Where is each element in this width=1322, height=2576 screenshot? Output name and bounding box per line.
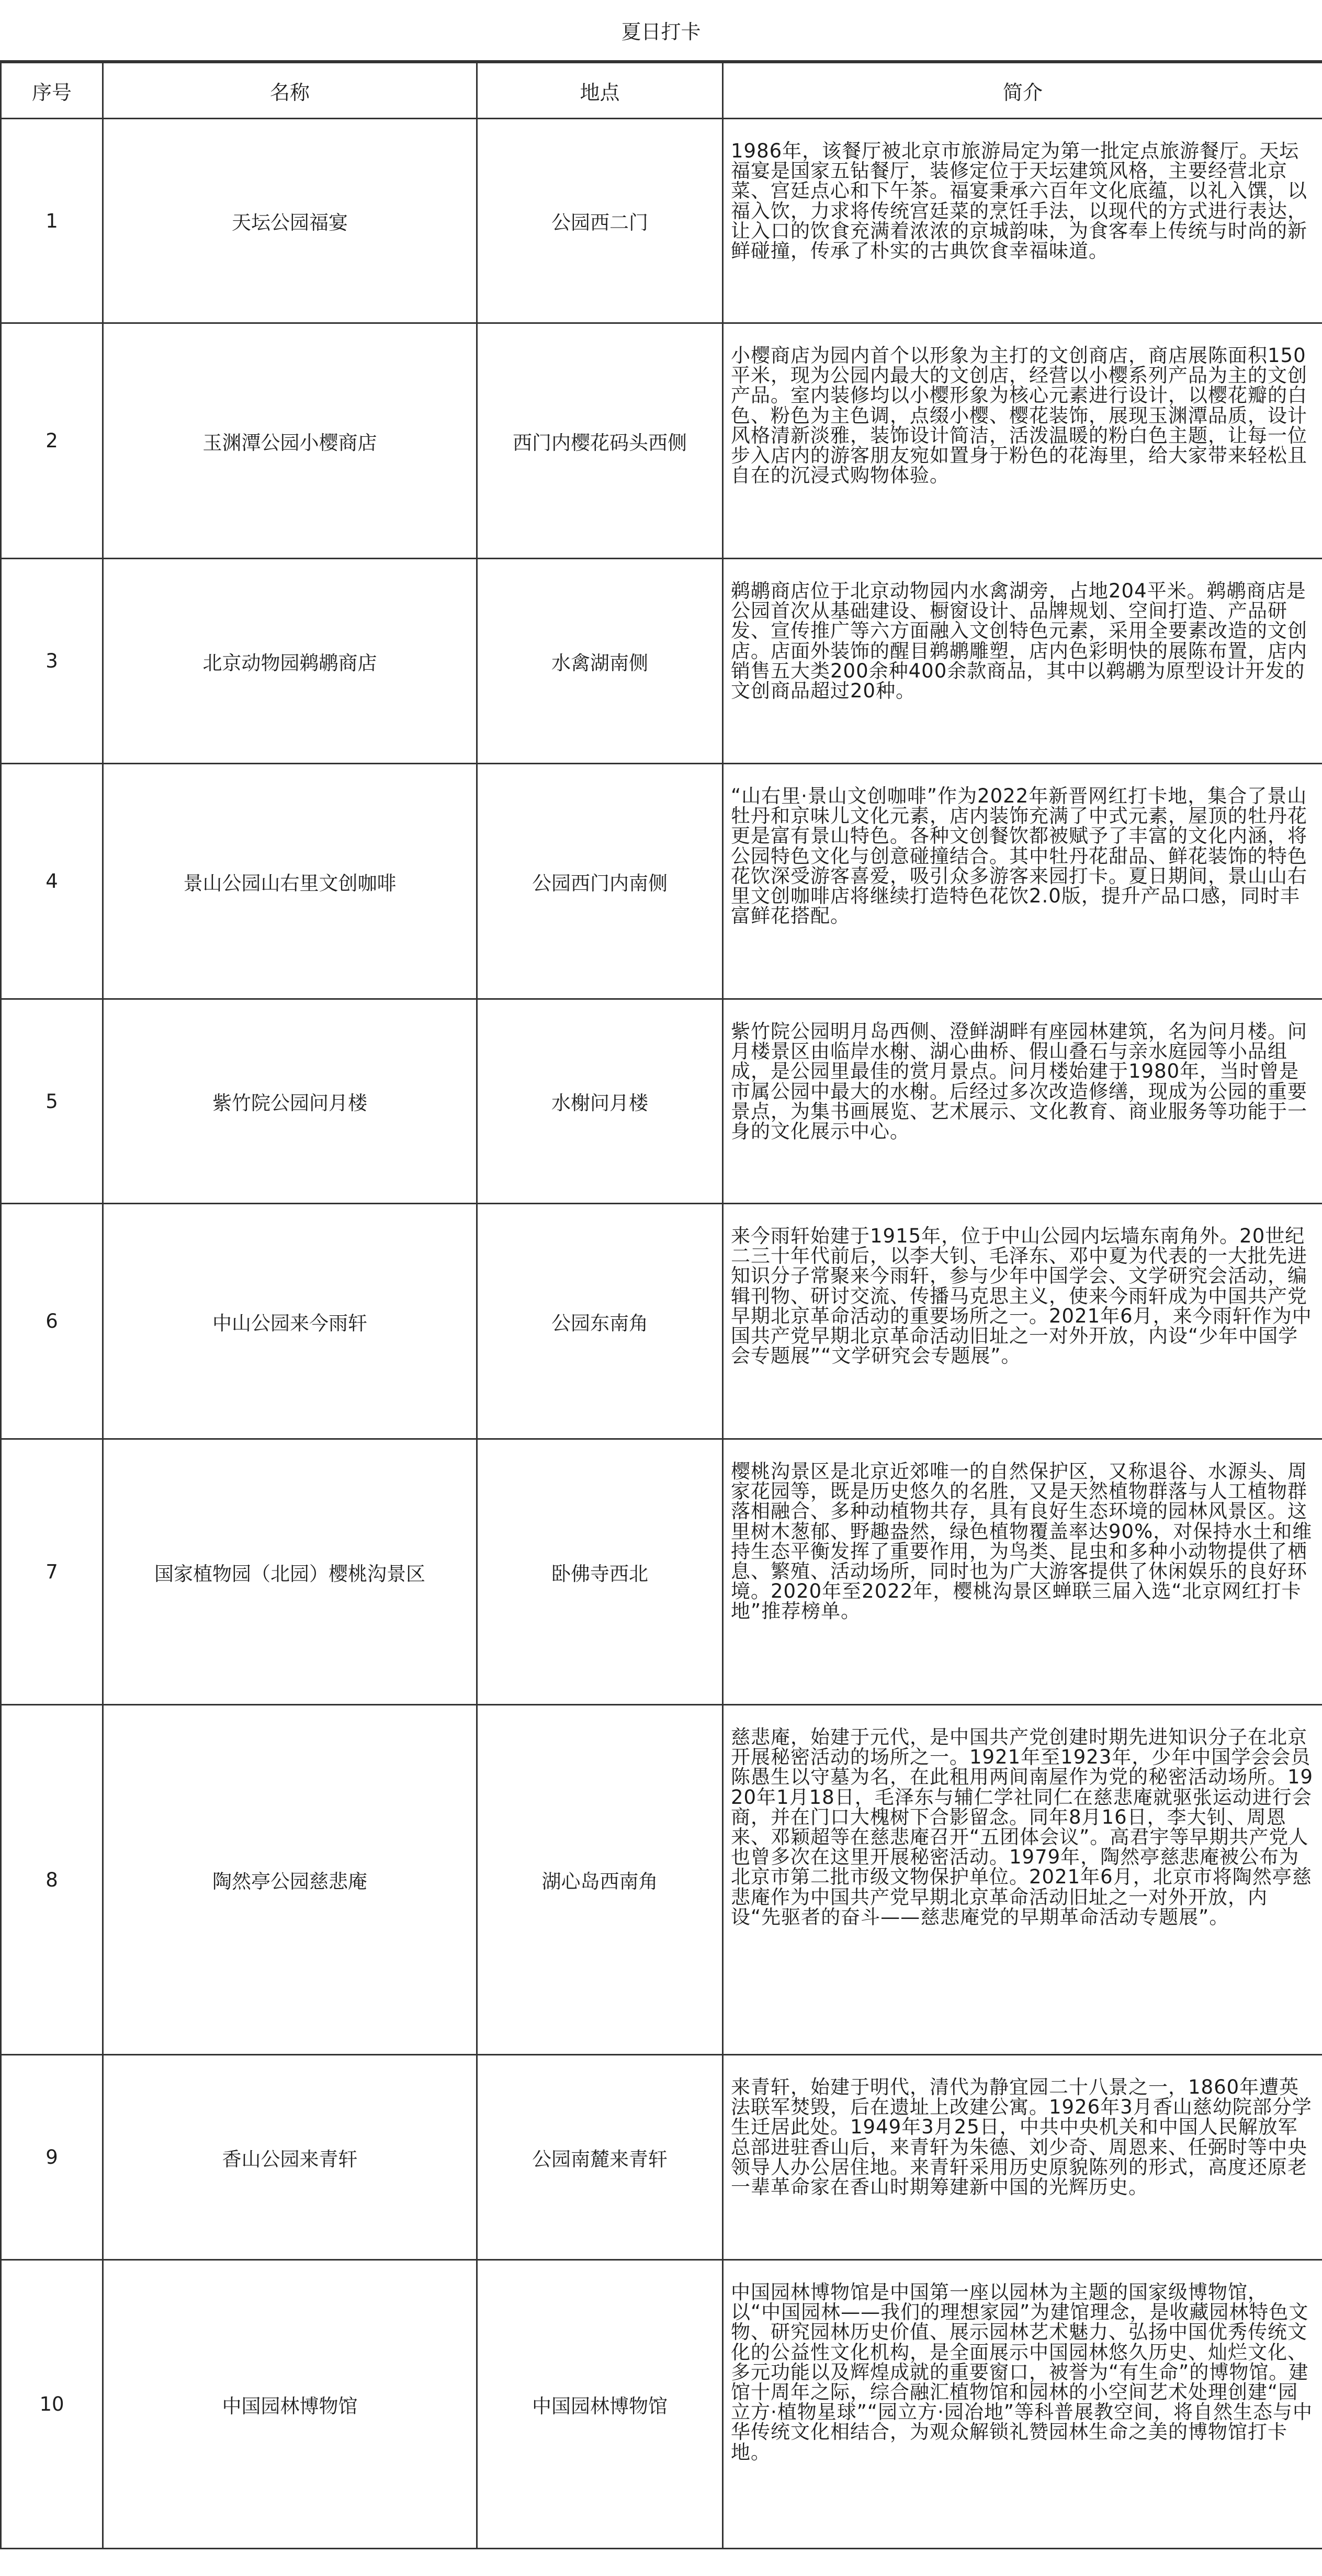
table-row <box>1 1204 1322 1439</box>
cell-description: 1986年，该餐厅被北京市旅游局定为第一批定点旅游餐厅。天坛福宴是国家五钻餐厅，装修定位于天坛建筑风格，主要经营北京菜、宫廷点心和下午茶。福宴秉承六百年文化底蕴，以礼入馔，以福入饮，力求将传统宫廷菜的烹饪手法，以现代的方式进行表达，让入口的饮食充满着浓浓的京城韵味，为食客奉上传统与时尚的新鲜碰撞，传承了朴实的古典饮食幸福味道。 <box>723 119 1322 323</box>
header-location: 地点 <box>477 63 723 119</box>
cell-name: 香山公园来青轩 <box>103 2055 477 2260</box>
cell-no: 7 <box>1 1439 103 1705</box>
cell-location: 卧佛寺西北 <box>477 1439 723 1705</box>
cell-no: 4 <box>1 764 103 999</box>
cell-location: 水榭问月楼 <box>477 999 723 1204</box>
cell-location: 中国园林博物馆 <box>477 2260 723 2549</box>
cell-location: 水禽湖南侧 <box>477 559 723 764</box>
cell-location: 西门内樱花码头西侧 <box>477 323 723 559</box>
cell-description: 小樱商店为园内首个以形象为主打的文创商店，商店展陈面积150平米，现为公园内最大的文创店，经营以小樱系列产品为主的文创产品。室内装修均以小樱形象为核心元素进行设计，以樱花瓣的白色、粉色为主色调，点缀小樱、樱花装饰，展现玉渊潭品质，设计风格清新淡雅，装饰设计简洁，活泼温暖的粉白色主题，让每一位步入店内的游客朋友宛如置身于粉色的花海里，给大家带来轻松且自在的沉浸式购物体验。 <box>723 323 1322 559</box>
cell-location: 公园东南角 <box>477 1204 723 1439</box>
cell-no: 5 <box>1 999 103 1204</box>
cell-location: 湖心岛西南角 <box>477 1705 723 2055</box>
cell-description: 来青轩，始建于明代，清代为静宜园二十八景之一，1860年遭英法联军焚毁，后在遗址上改建公寓。1926年3月香山慈幼院部分学生迁居此处。1949年3月25日，中共中央机关和中国人民解放军总部进驻香山后，来青轩为朱德、刘少奇、周恩来、任弼时等中央领导人办公居住地。来青轩采用历史原貌陈列的形式，高度还原老一辈革命家在香山时期筹建新中国的光辉历史。 <box>723 2055 1322 2260</box>
table-row <box>1 2260 1322 2549</box>
cell-name: 中山公园来今雨轩 <box>103 1204 477 1439</box>
cell-name: 国家植物园（北园）樱桃沟景区 <box>103 1439 477 1705</box>
table-row <box>1 323 1322 559</box>
cell-description: 樱桃沟景区是北京近郊唯一的自然保护区，又称退谷、水源头、周家花园等，既是历史悠久的名胜，又是天然植物群落与人工植物群落相融合、多种动植物共存，具有良好生态环境的园林风景区。这里树木葱郁、野趣盎然，绿色植物覆盖率达90%，对保持水土和维持生态平衡发挥了重要作用，为鸟类、昆虫和多种小动物提供了栖息、繁殖、活动场所，同时也为广大游客提供了休闲娱乐的良好环境。2020年至2022年，樱桃沟景区蝉联三届入选“北京网红打卡地”推荐榜单。 <box>723 1439 1322 1705</box>
cell-name: 玉渊潭公园小樱商店 <box>103 323 477 559</box>
table-row <box>1 559 1322 764</box>
cell-location: 公园南麓来青轩 <box>477 2055 723 2260</box>
cell-description: 慈悲庵，始建于元代，是中国共产党创建时期先进知识分子在北京开展秘密活动的场所之一。1921年至1923年，少年中国学会会员陈愚生以守墓为名，在此租用两间南屋作为党的秘密活动场所。1920年1月18日，毛泽东与辅仁学社同仁在慈悲庵就驱张运动进行会商，并在门口大槐树下合影留念。同年8月16日，李大钊、周恩来、邓颖超等在慈悲庵召开“五团体会议”。高君宇等早期共产党人也曾多次在这里开展秘密活动。1979年，陶然亭慈悲庵被公布为北京市第二批市级文物保护单位。2021年6月，北京市将陶然亭慈悲庵作为中国共产党早期北京革命活动旧址之一对外开放，内设“先驱者的奋斗——慈悲庵党的早期革命活动专题展”。 <box>723 1705 1322 2055</box>
cell-no: 9 <box>1 2055 103 2260</box>
table-row <box>1 1705 1322 2055</box>
cell-name: 北京动物园鹈鹕商店 <box>103 559 477 764</box>
table-row <box>1 764 1322 999</box>
cell-no: 8 <box>1 1705 103 2055</box>
cell-no: 6 <box>1 1204 103 1439</box>
cell-no: 3 <box>1 559 103 764</box>
table-row <box>1 2055 1322 2260</box>
table-row <box>1 999 1322 1204</box>
cell-location: 公园西二门 <box>477 119 723 323</box>
cell-name: 景山公园山右里文创咖啡 <box>103 764 477 999</box>
cell-no: 2 <box>1 323 103 559</box>
attractions-table <box>0 62 1322 2549</box>
cell-description: 来今雨轩始建于1915年，位于中山公园内坛墙东南角外。20世纪二三十年代前后，以李大钊、毛泽东、邓中夏为代表的一大批先进知识分子常聚来今雨轩，参与少年中国学会、文学研究会活动，编辑刊物、研讨交流、传播马克思主义，使来今雨轩成为中国共产党早期北京革命活动的重要场所之一。2021年6月，来今雨轩作为中国共产党早期北京革命活动旧址之一对外开放，内设“少年中国学会专题展”“文学研究会专题展”。 <box>723 1204 1322 1439</box>
table-row <box>1 119 1322 323</box>
cell-description: 中国园林博物馆是中国第一座以园林为主题的国家级博物馆，以“中国园林——我们的理想家园”为建馆理念，是收藏园林特色文物、研究园林历史价值、展示园林艺术魅力、弘扬中国优秀传统文化的公益性文化机构，是全面展示中国园林悠久历史、灿烂文化、多元功能以及辉煌成就的重要窗口，被誉为“有生命”的博物馆。建馆十周年之际，综合融汇植物馆和园林的小空间艺术处理创建“园立方·植物星球”“园立方·园冶地”等科普展教空间，将自然生态与中华传统文化相结合，为观众解锁礼赞园林生命之美的博物馆打卡地。 <box>723 2260 1322 2549</box>
table-row <box>1 1439 1322 1705</box>
cell-name: 紫竹院公园问月楼 <box>103 999 477 1204</box>
cell-description: 紫竹院公园明月岛西侧、澄鲜湖畔有座园林建筑，名为问月楼。问月楼景区由临岸水榭、湖心曲桥、假山叠石与亲水庭园等小品组成，是公园里最佳的赏月景点。问月楼始建于1980年，当时曾是市属公园中最大的水榭。后经过多次改造修缮，现成为公园的重要景点，为集书画展览、艺术展示、文化教育、商业服务等功能于一身的文化展示中心。 <box>723 999 1322 1204</box>
header-description: 简介 <box>723 63 1322 119</box>
header-name: 名称 <box>103 63 477 119</box>
cell-no: 1 <box>1 119 103 323</box>
cell-name: 天坛公园福宴 <box>103 119 477 323</box>
cell-description: 鹈鹕商店位于北京动物园内水禽湖旁，占地204平米。鹈鹕商店是公园首次从基础建设、橱窗设计、品牌规划、空间打造、产品研发、宣传推广等六方面融入文创特色元素，采用全要素改造的文创店。店面外装饰的醒目鹈鹕雕塑，店内色彩明快的展陈布置，店内销售五大类200余种400余款商品，其中以鹈鹕为原型设计开发的文创商品超过20种。 <box>723 559 1322 764</box>
cell-description: “山右里·景山文创咖啡”作为2022年新晋网红打卡地，集合了景山牡丹和京味儿文化元素，店内装饰充满了中式元素，屋顶的牡丹花更是富有景山特色。各种文创餐饮都被赋予了丰富的文化内涵，将公园特色文化与创意碰撞结合。其中牡丹花甜品、鲜花装饰的特色花饮深受游客喜爱，吸引众多游客来园打卡。夏日期间，景山山右里文创咖啡店将继续打造特色花饮2.0版，提升产品口感，同时丰富鲜花搭配。 <box>723 764 1322 999</box>
cell-name: 中国园林博物馆 <box>103 2260 477 2549</box>
header-no: 序号 <box>1 63 103 119</box>
header-row <box>1 63 1322 119</box>
sheet-title: 夏日打卡 <box>0 0 1322 62</box>
cell-location: 公园西门内南侧 <box>477 764 723 999</box>
cell-name: 陶然亭公园慈悲庵 <box>103 1705 477 2055</box>
cell-no: 10 <box>1 2260 103 2549</box>
